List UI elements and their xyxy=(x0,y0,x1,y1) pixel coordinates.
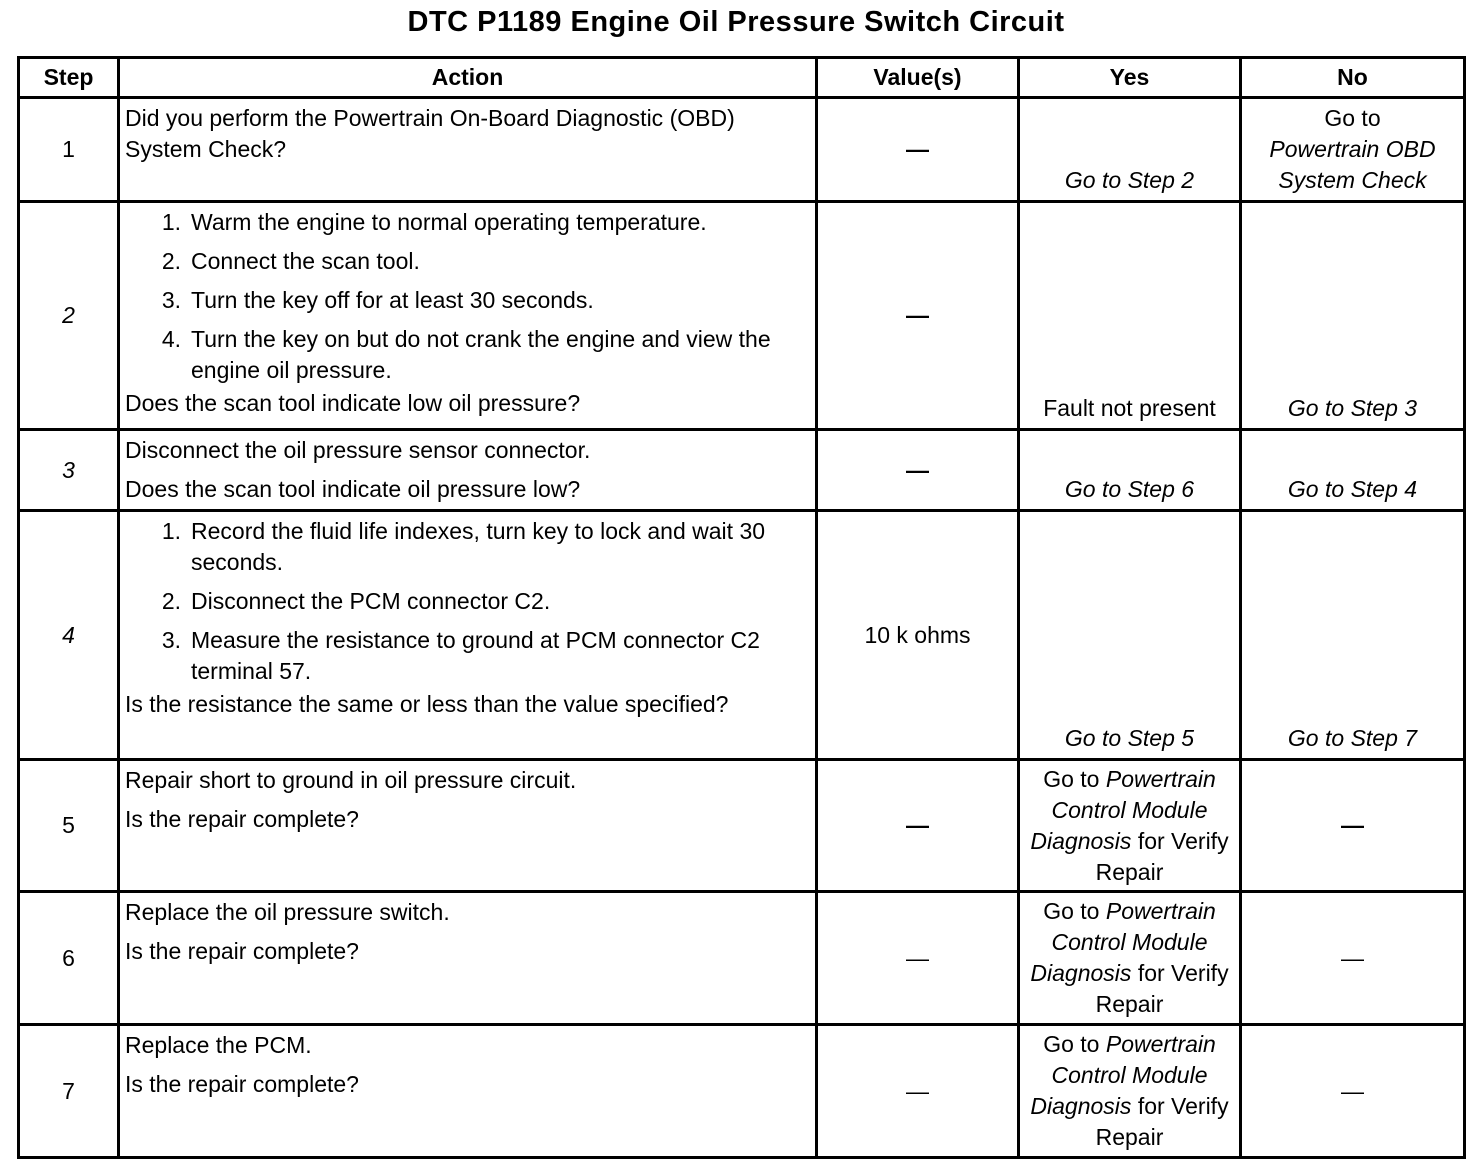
page-title: DTC P1189 Engine Oil Pressure Switch Circuit xyxy=(407,6,1065,38)
value-cell: — xyxy=(817,892,1019,1025)
action-cell xyxy=(119,98,817,202)
header-action: Action xyxy=(119,58,817,98)
list-item: 3. Measure the resistance to ground at PCM connector C2 terminal 57. xyxy=(161,627,760,684)
header-yes: Yes xyxy=(1019,58,1241,98)
yes-cell[interactable] xyxy=(1019,1025,1241,1158)
action-text: Disconnect the oil pressure sensor connector. xyxy=(125,437,591,463)
action-question: Is the repair complete? xyxy=(125,806,359,832)
step-number: 4 xyxy=(19,511,119,760)
no-cell[interactable]: Go to Step 4 xyxy=(1241,430,1465,511)
header-value: Value(s) xyxy=(817,58,1019,98)
action-text: Replace the oil pressure switch. xyxy=(125,899,450,925)
table-row xyxy=(19,760,1465,892)
list-item: 3. Turn the key off for at least 30 seconds. xyxy=(161,287,594,313)
diagnostic-table xyxy=(17,56,1466,1159)
value-cell: — xyxy=(817,202,1019,430)
table-row xyxy=(19,511,1465,760)
action-cell xyxy=(119,202,817,430)
action-cell xyxy=(119,1025,817,1158)
no-cell[interactable] xyxy=(1241,98,1465,202)
action-steps xyxy=(125,516,809,687)
value-cell: — xyxy=(817,98,1019,202)
yes-link[interactable]: Powertrain Control Module Diagnosis xyxy=(1030,1031,1216,1119)
value-cell: — xyxy=(817,430,1019,511)
value-cell: 10 k ohms xyxy=(817,511,1019,760)
yes-cell: Fault not present xyxy=(1019,202,1241,430)
action-cell xyxy=(119,430,817,511)
yes-cell[interactable]: Go to Step 5 xyxy=(1019,511,1241,760)
list-item: 1. Record the fluid life indexes, turn key to lock and wait 30 seconds. xyxy=(161,518,766,575)
table-row xyxy=(19,892,1465,1025)
action-cell xyxy=(119,511,817,760)
table-header-row xyxy=(19,58,1465,98)
table-row xyxy=(19,1025,1465,1158)
action-cell xyxy=(119,892,817,1025)
table-row xyxy=(19,430,1465,511)
yes-prefix: Go to xyxy=(1043,898,1100,924)
list-item: 1. Warm the engine to normal operating temperature. xyxy=(161,209,707,235)
table-row xyxy=(19,98,1465,202)
list-item: 4. Turn the key on but do not crank the engine and view the engine oil pressure. xyxy=(161,326,771,383)
value-cell: — xyxy=(817,760,1019,892)
yes-link[interactable]: Powertrain Control Module Diagnosis xyxy=(1030,765,1216,854)
yes-cell[interactable]: Go to Step 6 xyxy=(1019,430,1241,511)
action-cell xyxy=(119,760,817,892)
header-step: Step xyxy=(19,58,119,98)
step-number: 3 xyxy=(19,430,119,511)
yes-prefix: Go to xyxy=(1043,1031,1100,1057)
action-steps xyxy=(125,207,809,386)
header-no: No xyxy=(1241,58,1465,98)
no-cell[interactable]: Go to Step 3 xyxy=(1241,202,1465,430)
no-link[interactable]: Powertrain OBD System Check xyxy=(1269,136,1436,193)
value-cell: — xyxy=(817,1025,1019,1158)
no-prefix: Go to xyxy=(1324,105,1381,131)
action-text: Did you perform the Powertrain On-Board Diagnostic (OBD) System Check? xyxy=(125,105,735,162)
action-question: Is the repair complete? xyxy=(125,938,359,964)
table-row xyxy=(19,202,1465,430)
no-cell: — xyxy=(1241,892,1465,1025)
action-question: Does the scan tool indicate oil pressure low? xyxy=(125,476,581,502)
action-question: Is the repair complete? xyxy=(125,1071,359,1097)
step-number: 2 xyxy=(19,202,119,430)
action-text: Repair short to ground in oil pressure circuit. xyxy=(125,767,577,793)
yes-cell[interactable] xyxy=(1019,760,1241,892)
yes-suffix: for Verify Repair xyxy=(1095,827,1229,885)
yes-cell[interactable]: Go to Step 2 xyxy=(1019,98,1241,202)
step-number: 1 xyxy=(19,98,119,202)
yes-cell[interactable] xyxy=(1019,892,1241,1025)
yes-link[interactable]: Powertrain Control Module Diagnosis xyxy=(1030,898,1216,986)
action-question: Is the resistance the same or less than the value specified? xyxy=(125,691,729,717)
step-number: 6 xyxy=(19,892,119,1025)
yes-suffix: for Verify Repair xyxy=(1095,1093,1229,1150)
action-text: Replace the PCM. xyxy=(125,1032,312,1058)
action-question: Does the scan tool indicate low oil pressure? xyxy=(125,390,581,416)
step-number: 7 xyxy=(19,1025,119,1158)
list-item: 2. Connect the scan tool. xyxy=(161,248,420,274)
list-item: 2. Disconnect the PCM connector C2. xyxy=(161,588,551,614)
step-number: 5 xyxy=(19,760,119,892)
no-cell: — xyxy=(1241,1025,1465,1158)
yes-suffix: for Verify Repair xyxy=(1095,960,1229,1017)
no-cell: — xyxy=(1241,760,1465,892)
yes-prefix: Go to xyxy=(1043,765,1100,792)
no-cell[interactable]: Go to Step 7 xyxy=(1241,511,1465,760)
